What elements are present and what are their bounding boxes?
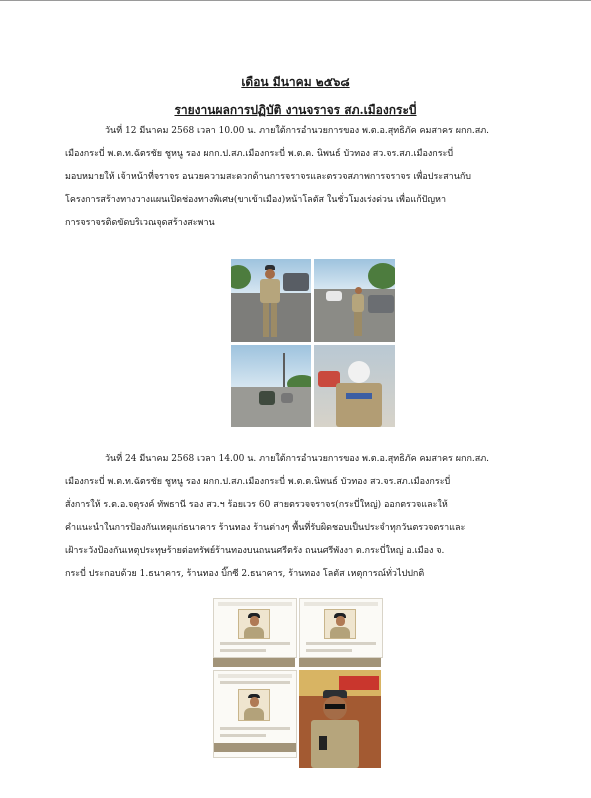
photo-officer-standing — [231, 259, 311, 342]
paragraph-1-line: วันที่ 12 มีนาคม 2568 เวลา 10.00 น. ภายใต้การอำนวยการของ พ.ต.อ.สุทธิภัค คมสาคร ผกก.สภ. — [105, 126, 490, 136]
paragraph-2-line: คำแนะนำในการป้องกันเหตุแก่ธนาคาร ร้านทอง ร้านต่างๆ พื้นที่รับผิดชอบเป็นประจำทุกวันตรวจตราและ — [65, 523, 466, 533]
photo-officer-closeup — [314, 345, 395, 427]
paragraph-1-line: การจราจรติดขัดบริเวณจุดสร้างสะพาน — [65, 218, 215, 228]
page-top-border — [0, 0, 591, 1]
paragraph-2-line: เมืองกระบี่ พ.ต.ท.ฉัตรชัย ชูหนู รอง ผกก.ป.สภ.เมืองกระบี่ พ.ต.ต.นิพนธ์ บัวทอง สว.จร.สภ.เมืองกระบี่ — [65, 477, 451, 487]
paragraph-2-line: วันที่ 24 มีนาคม 2568 เวลา 14.00 น. ภายใต้การอำนวยการของ พ.ต.อ.สุทธิภัค คมสาคร ผกก.สภ. — [105, 454, 490, 464]
officer-portrait — [238, 689, 270, 721]
paragraph-2-line: เฝ้าระวังป้องกันเหตุประทุษร้ายต่อทรัพย์ร้านทองบนถนนศรีตรัง ถนนศรีพังงา ต.กระบี่ใหญ่ อ.เมือง จ. — [65, 546, 445, 556]
paragraph-1-line: โครงการสร้างทางวางแผนเปิดช่องทางพิเศษ(ขาเข้าเมือง)หน้าโลตัส ในชั่วโมงเร่งด่วน เพื่อแก้ปัญหา — [65, 195, 447, 205]
month-title: เดือน มีนาคม ๒๕๖๘ — [241, 75, 350, 89]
report-title: รายงานผลการปฏิบัติ งานจราจร สภ.เมืองกระบี่ — [174, 103, 417, 117]
checkin-card — [299, 598, 383, 658]
officer-portrait — [324, 609, 356, 639]
checkin-card — [213, 598, 297, 658]
paragraph-2 — [65, 448, 527, 586]
checkin-band — [299, 658, 381, 667]
paragraph-2-line: สั่งการให้ ร.ต.อ.จตุรงค์ ทัพธานี รอง สว.ฯ ร้อยเวร 60 สายตรวจจราจร(กระบี่ใหญ่) ออกตรวจและให้ — [65, 500, 448, 510]
paragraph-2-line: กระบี่ ประกอบด้วย 1.ธนาคาร, ร้านทอง บิ๊กซี 2.ธนาคาร, ร้านทอง โลตัส เหตุการณ์ทั่วไปปกติ — [65, 569, 425, 579]
paragraph-1 — [65, 120, 527, 235]
photo-road-traffic — [231, 345, 311, 427]
patrol-checkin-photo-collage — [213, 598, 381, 768]
paragraph-1-line: มอบหมายให้ เจ้าหน้าที่จราจร อนวยความสะดวกด้านการจราจรและตรวจสภาพการจราจร เพื่อประสานกับ — [65, 172, 472, 182]
photo-officer-directing-traffic — [314, 259, 395, 342]
traffic-duty-photo-collage — [231, 259, 395, 427]
checkin-card — [213, 670, 297, 758]
photo-officer-at-gold-shop — [299, 670, 381, 768]
officer-portrait — [238, 609, 270, 639]
checkin-band — [213, 658, 295, 667]
paragraph-1-line: เมืองกระบี่ พ.ต.ท.ฉัตรชัย ชูหนู รอง ผกก.ป.สภ.เมืองกระบี่ พ.ต.ต. นิพนธ์ บัวทอง สว.จร.สภ.เมืองกระบี่ — [65, 149, 454, 159]
